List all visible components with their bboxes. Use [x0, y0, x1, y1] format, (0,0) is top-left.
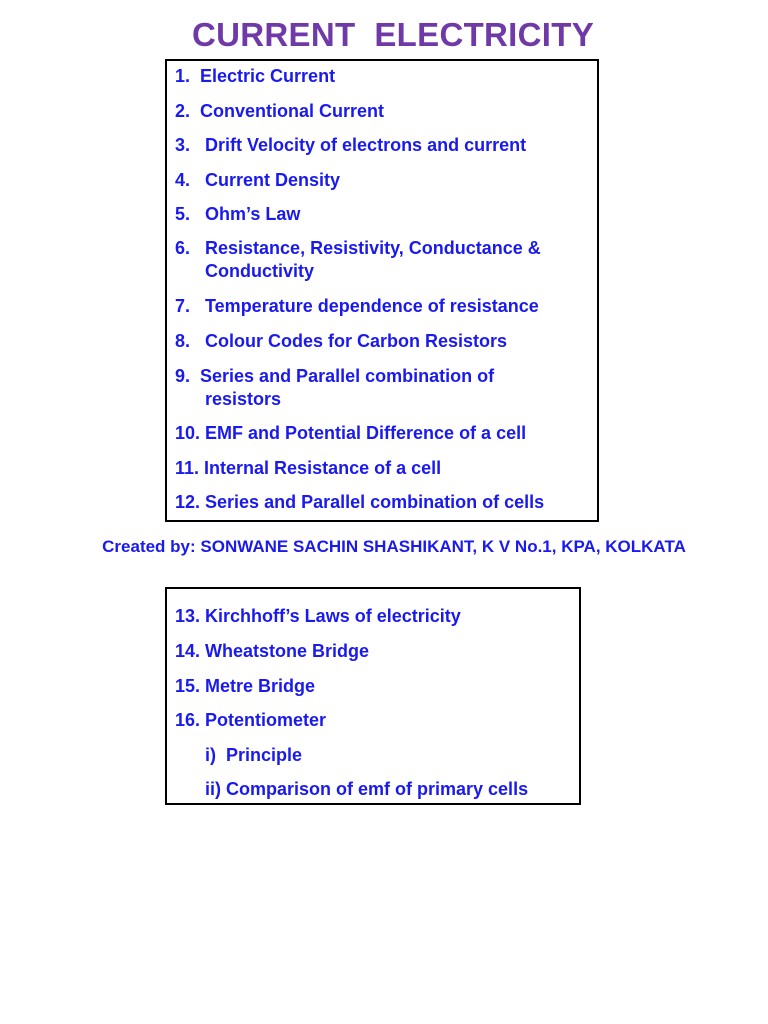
list-item-kirchhoffs-laws: 13. Kirchhoff’s Laws of electricity	[175, 606, 461, 626]
list-item-series-parallel-cells: 12. Series and Parallel combination of cells	[175, 492, 545, 512]
list-item-drift-velocity: 3. Drift Velocity of electrons and current	[175, 135, 527, 155]
list-item-metre-bridge: 15. Metre Bridge	[175, 676, 316, 696]
list-item-resistance-conductivity: 6. Resistance, Resistivity, Conductance & Conductivity	[175, 238, 541, 281]
page-title: CURRENT ELECTRICITY	[192, 16, 594, 53]
list-item-potentiometer: 16. Potentiometer	[175, 710, 327, 730]
list-item-wheatstone-bridge: 14. Wheatstone Bridge	[175, 641, 370, 661]
author-credit: Created by: SONWANE SACHIN SHASHIKANT, K V No.1, KPA, KOLKATA	[102, 537, 686, 556]
list-item-electric-current: 1. Electric Current	[175, 66, 336, 86]
list-item-ohms-law: 5. Ohm’s Law	[175, 204, 301, 224]
list-item-emf-comparison: ii) Comparison of emf of primary cells	[175, 779, 529, 799]
list-item-internal-resistance: 11. Internal Resistance of a cell	[175, 458, 442, 478]
list-item-series-parallel-resistors: 9. Series and Parallel combination of resistors	[175, 366, 495, 409]
list-item-colour-codes: 8. Colour Codes for Carbon Resistors	[175, 331, 508, 351]
list-item-current-density: 4. Current Density	[175, 170, 341, 190]
list-item-temperature-dependence: 7. Temperature dependence of resistance	[175, 296, 539, 316]
list-item-conventional-current: 2. Conventional Current	[175, 101, 385, 121]
contents-box-topics-13-16	[165, 587, 581, 805]
list-item-principle: i) Principle	[175, 745, 303, 765]
contents-box-topics-1-12	[165, 59, 599, 522]
list-item-emf-potential-difference: 10. EMF and Potential Difference of a cell	[175, 423, 527, 443]
